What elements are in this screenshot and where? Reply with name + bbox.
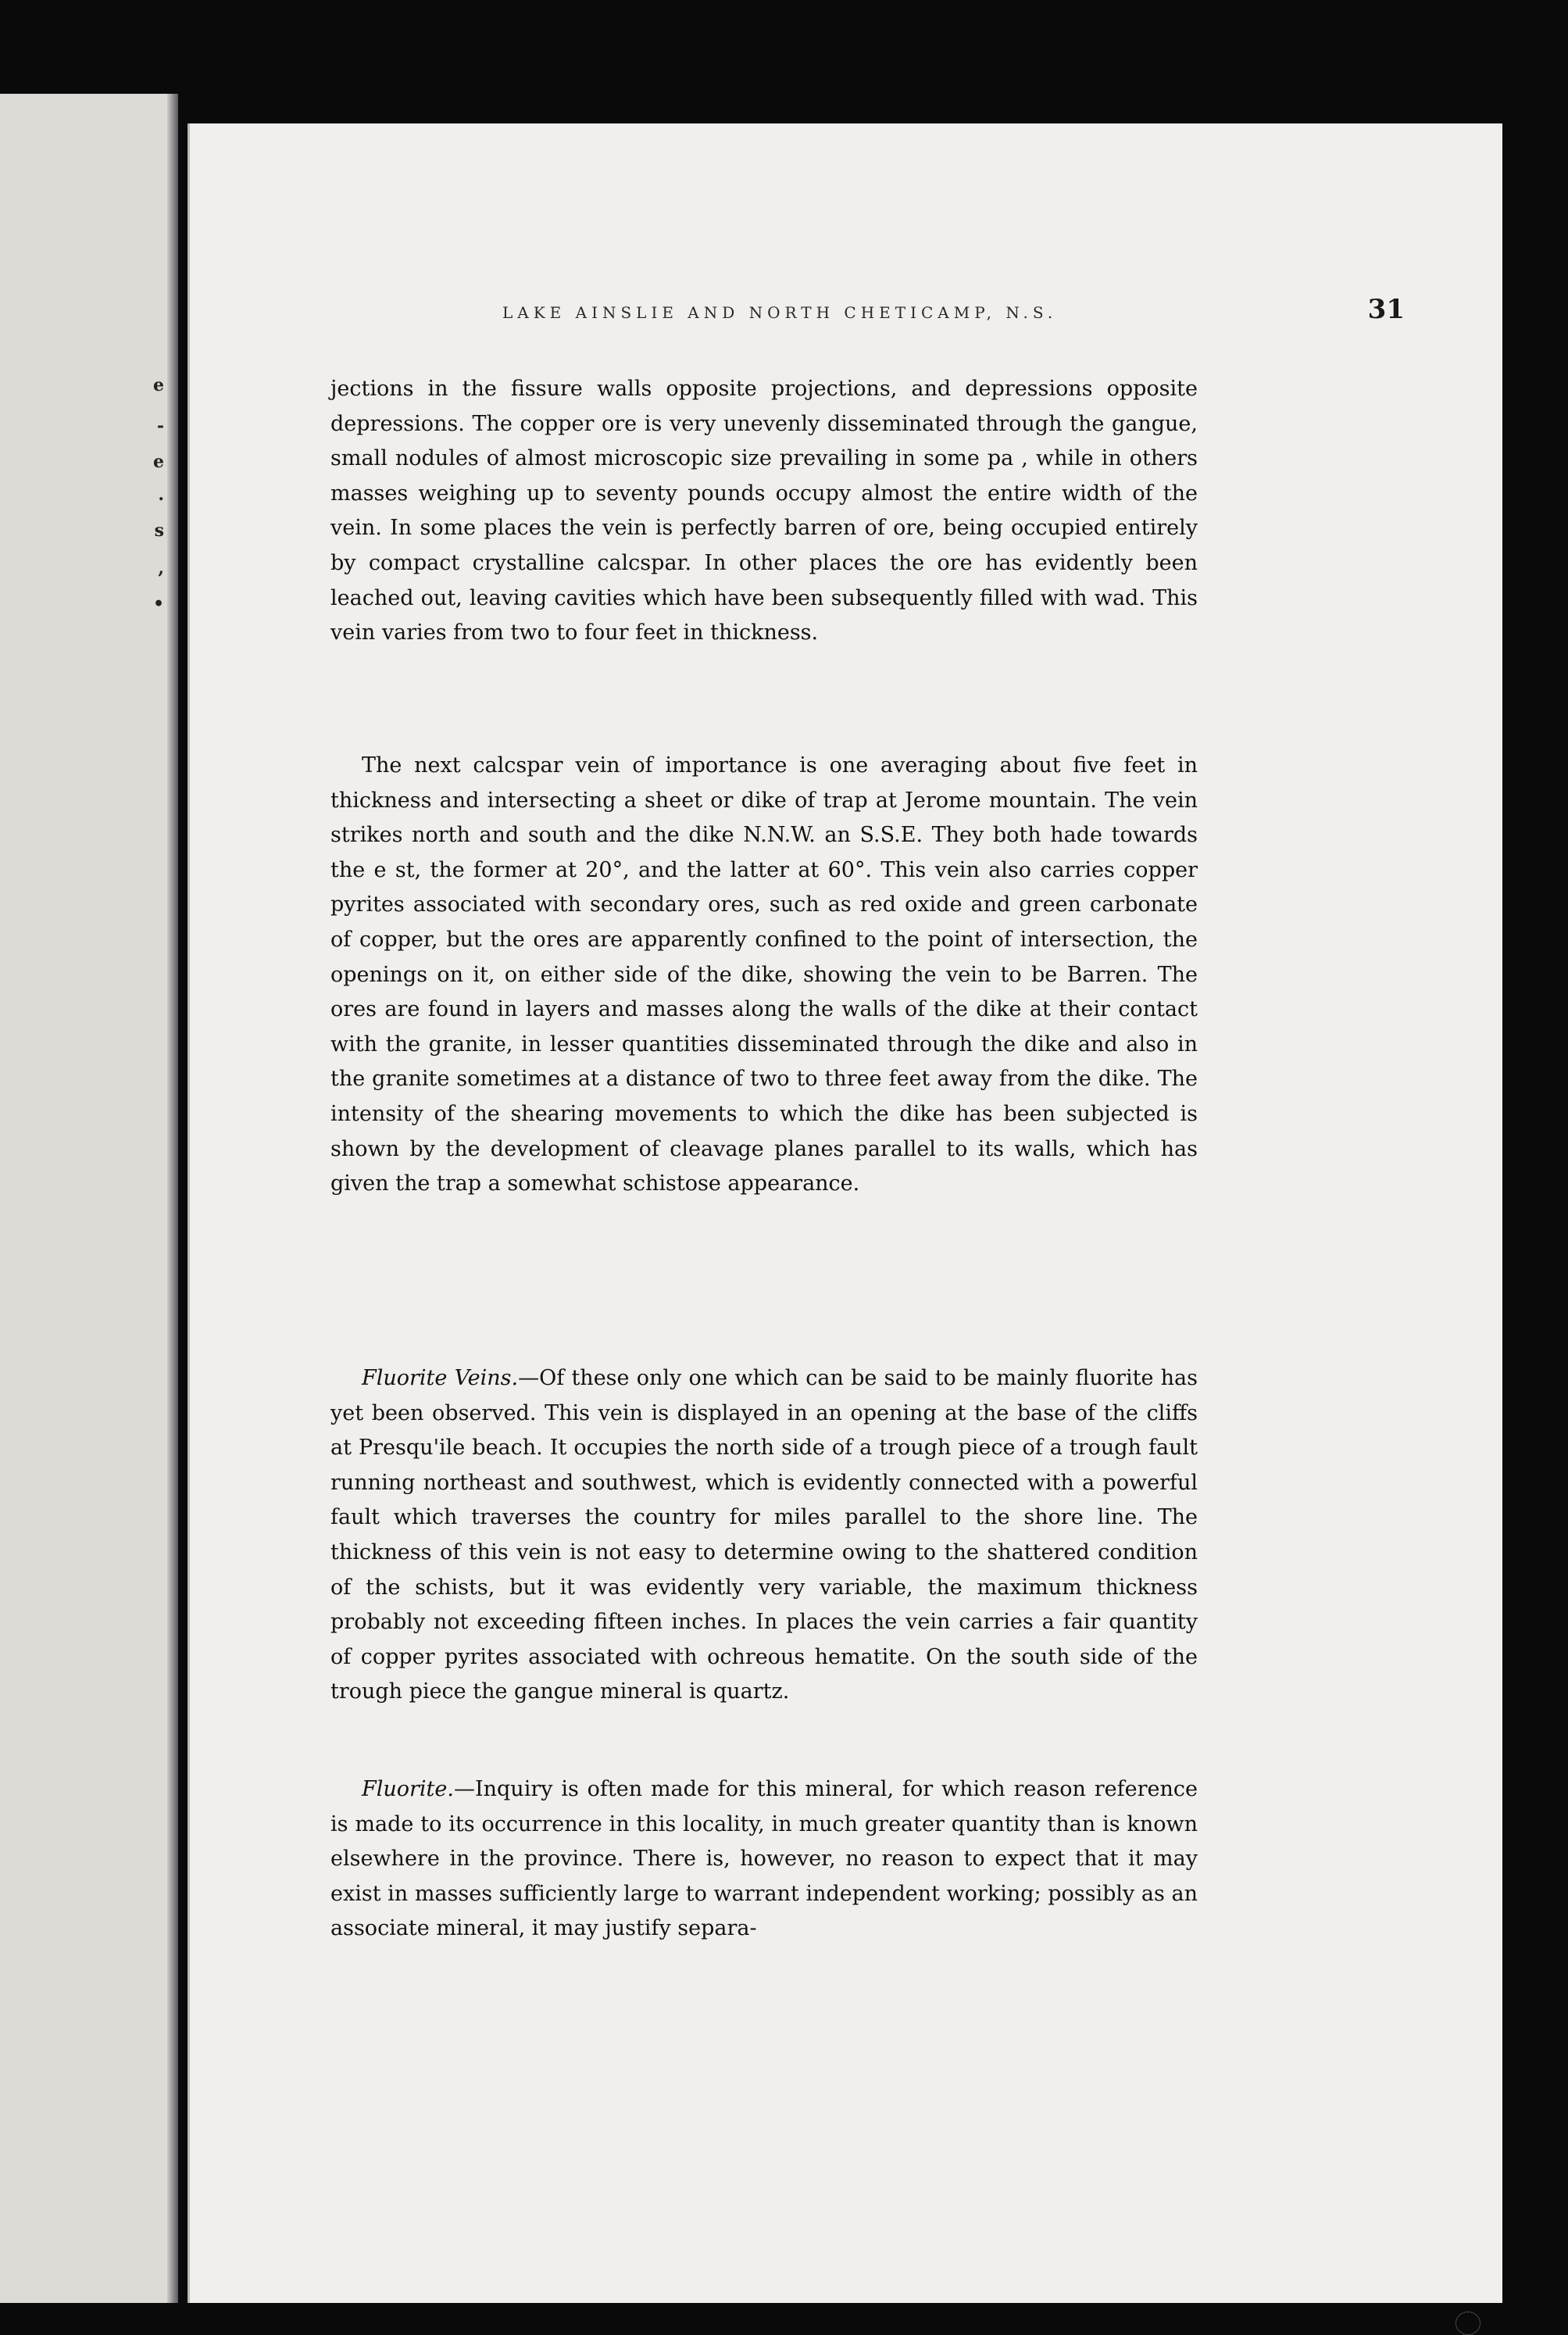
paragraph-4-text: —Inquiry is often made for this mineral, for which reason reference is made to its occurrence in this locality, in much greater quantity than is known elsewhere in the province. There is, however, no reason to expect that it may exist in masses sufficiently large to warrant independent working; possibly as an associate mineral, it may justify separa- bbox=[330, 1777, 1198, 1941]
paragraph-2 bbox=[330, 749, 1198, 1202]
left-fragment: - bbox=[156, 416, 164, 436]
left-fragment: , bbox=[158, 558, 164, 578]
paragraph-1 bbox=[330, 372, 1198, 651]
paragraph-1-text: jections in the fissure walls opposite projections, and depressions opposite depressions. The copper ore is very unevenly disseminated through the gangue, small nodules of almost microscopic size prevailing in some pa , while in others masses weighing up to seventy pounds occupy almost the entire width of the vein. In some places the vein is perfectly barren of ore, being occupied entirely by compact crystalline calcspar. In other places the ore has evidently been leached out, leaving cavities which have been subsequently filled with wad. This vein varies from two to four feet in thickness. bbox=[330, 377, 1198, 645]
page-blemish bbox=[1455, 2312, 1480, 2335]
fluorite-heading: Fluorite. bbox=[362, 1777, 454, 1801]
paragraph-3-text: —Of these only one which can be said to be mainly fluorite has yet been observed. This vein is displayed in an opening at the base of the cliffs at Presqu'ile beach. It occupies the north side of a trough piece of a trough fault running northeast and southwest, which is evidently connected with a powerful fault which traverses the country for miles parallel to the shore line. The thickness of this vein is not easy to determine owing to the shattered condition of the schists, but it was evidently very variable, the maximum thickness probably not exceeding fifteen inches. In places the vein carries a fair quantity of copper pyrites associated with ochreous hematite. On the south side of the trough piece the gangue mineral is quartz. bbox=[330, 1366, 1198, 1704]
left-fragment: e bbox=[153, 452, 164, 472]
paragraph-4 bbox=[330, 1772, 1198, 1947]
left-fragment: . bbox=[158, 485, 164, 505]
left-fragment: e bbox=[153, 375, 164, 395]
paragraph-3 bbox=[330, 1361, 1198, 1710]
page-number: 31 bbox=[1367, 294, 1405, 325]
left-fragment: s bbox=[154, 520, 164, 541]
fluorite-veins-heading: Fluorite Veins. bbox=[362, 1366, 519, 1390]
paragraph-2-text: The next calcspar vein of importance is one averaging about five feet in thickness and intersecting a sheet or dike of trap at Jerome mountain. The vein strikes north and south and the dike N.N.W. an S.S.E. They both hade towards the e st, the former at 20°, and the latter at 60°. This vein also carries copper pyrites associated with secondary ores, such as red oxide and green carbonate of copper, but the ores are apparently confined to the point of intersection, the openings on it, on either side of the dike, showing the vein to be Barren. The ores are found in layers and masses along the walls of the dike at their contact with the granite, in lesser quantities disseminated through the dike and also in the granite sometimes at a distance of two to three feet away from the dike. The intensity of the shearing movements to which the dike has been subjected is shown by the development of cleavage planes parallel to its walls, which has given the trap a somewhat schistose appearance. bbox=[330, 753, 1198, 1196]
gutter-shadow bbox=[167, 94, 178, 2303]
document-page bbox=[188, 123, 1502, 2303]
running-title: LAKE AINSLIE AND NORTH CHETICAMP, N.S. bbox=[502, 303, 1058, 322]
left-fragment: • bbox=[152, 594, 164, 614]
left-page-edge bbox=[0, 94, 178, 2303]
